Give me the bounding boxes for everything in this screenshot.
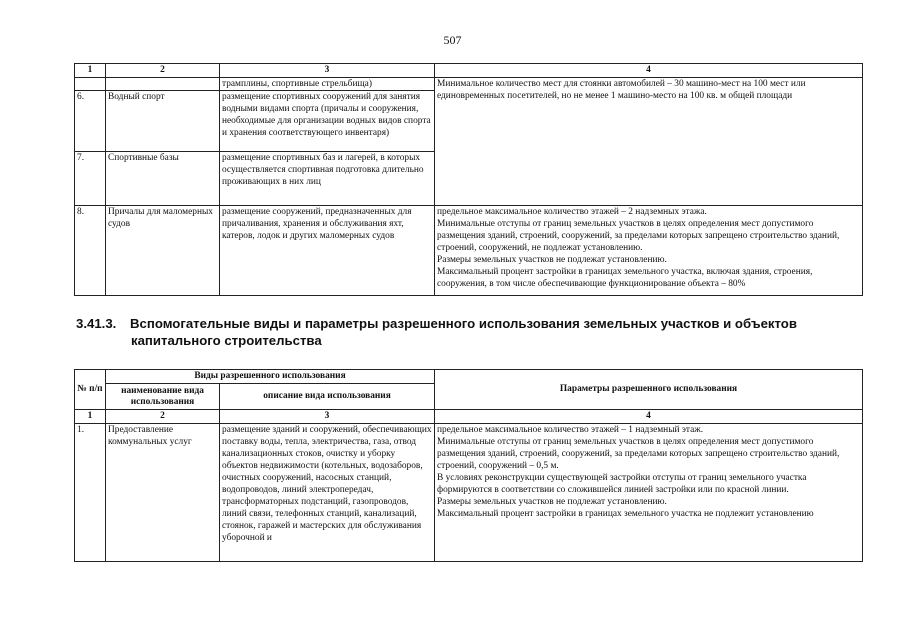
use-parameters: предельное максимальное количество этажей – 2 надземных этажа. Минимальные отступы от границ земельных участков в целях определения мест допустимого размещения зданий, строений, сооружений, за пределами которых запрещено строительство зданий, строений, сооружений, не подлежат установлению. Размеры земельных участков не подлежат установлению. Максимальный процент застройки в границах земельного участка, включая здания, строения, сооружения, в том числе обеспечивающие функционирование объекта – 80% xyxy=(435,206,863,296)
page-number: 507 xyxy=(443,33,462,47)
use-name: Водный спорт xyxy=(106,91,220,152)
use-description: трамплины, спортивные стрельбища) xyxy=(220,78,435,91)
section-heading xyxy=(76,315,859,349)
col-number-2: 2 xyxy=(106,410,220,424)
row-number: 1. xyxy=(75,424,106,562)
table-row xyxy=(75,424,863,562)
row-number: 6. xyxy=(75,91,106,152)
use-name xyxy=(106,78,220,91)
use-description: размещение зданий и сооружений, обеспечивающих поставку воды, тепла, электричества, газа, отвод канализационных стоков, очистку и уборку объектов недвижимости (котельных, водозаборов, очистных сооружений, насосных станций, водопроводов, линий электропередач, трансформаторных подстанций, газопроводов, линий связи, телефонных станций, канализаций, стоянок, гаражей и мастерских для обслуживания уборочной и xyxy=(220,424,435,562)
header-params: Параметры разрешенного использования xyxy=(435,370,863,410)
header-row xyxy=(75,370,863,384)
col-number-3: 3 xyxy=(220,64,435,78)
section-number: 3.41.3. xyxy=(76,316,117,331)
use-parameters: предельное максимальное количество этажей – 1 надземный этаж. Минимальные отступы от границ земельных участков в целях определения мест допустимого размещения зданий, строений, сооружений, за пределами которых запрещено строительство зданий, строений, сооружений – 0,5 м. В условиях реконструкции существующей застройки отступы от границ земельного участка формируются в соответствии со сложившейся линией застройки или по красной линии. Размеры земельных участков не подлежат установлению. Максимальный процент застройки в границах земельного участка не подлежит установлению xyxy=(435,424,863,562)
col-number-1: 1 xyxy=(75,410,106,424)
section-title-line2: капитального строительства xyxy=(131,333,322,348)
section-title-line1: Вспомогательные виды и параметры разрешенного использования земельных участков и объектов xyxy=(130,316,797,331)
use-parameters: Минимальное количество мест для стоянки автомобилей – 30 машино-мест на 100 мест или единовременных посетителей, но не менее 1 машино-место на 100 кв. м общей площади xyxy=(435,78,863,206)
row-number: 7. xyxy=(75,152,106,206)
table-row xyxy=(75,206,863,296)
col-number-4: 4 xyxy=(435,410,863,424)
use-name: Причалы для маломерных судов xyxy=(106,206,220,296)
row-number: 8. xyxy=(75,206,106,296)
col-number-2: 2 xyxy=(106,64,220,78)
use-name: Предоставление коммунальных услуг xyxy=(106,424,220,562)
use-description: размещение сооружений, предназначенных для причаливания, хранения и обслуживания яхт, катеров, лодок и других маломерных судов xyxy=(220,206,435,296)
auxiliary-use-table xyxy=(74,369,863,562)
table-row xyxy=(75,78,863,91)
col-number-1: 1 xyxy=(75,64,106,78)
col-number-3: 3 xyxy=(220,410,435,424)
use-description: размещение спортивных баз и лагерей, в которых осуществляется спортивная подготовка длительно проживающих в них лиц xyxy=(220,152,435,206)
row-number xyxy=(75,78,106,91)
header-group: Виды разрешенного использования xyxy=(106,370,435,384)
header-no: № п/п xyxy=(75,370,106,410)
use-name: Спортивные базы xyxy=(106,152,220,206)
column-number-row xyxy=(75,64,863,78)
column-number-row xyxy=(75,410,863,424)
header-name: наименование вида использования xyxy=(106,384,220,410)
use-description: размещение спортивных сооружений для занятия водными видами спорта (причалы и сооружения, необходимые для организации водных видов спорта и хранения соответствующего инвентаря) xyxy=(220,91,435,152)
col-number-4: 4 xyxy=(435,64,863,78)
header-desc: описание вида использования xyxy=(220,384,435,410)
permitted-use-table-continued xyxy=(74,63,863,296)
